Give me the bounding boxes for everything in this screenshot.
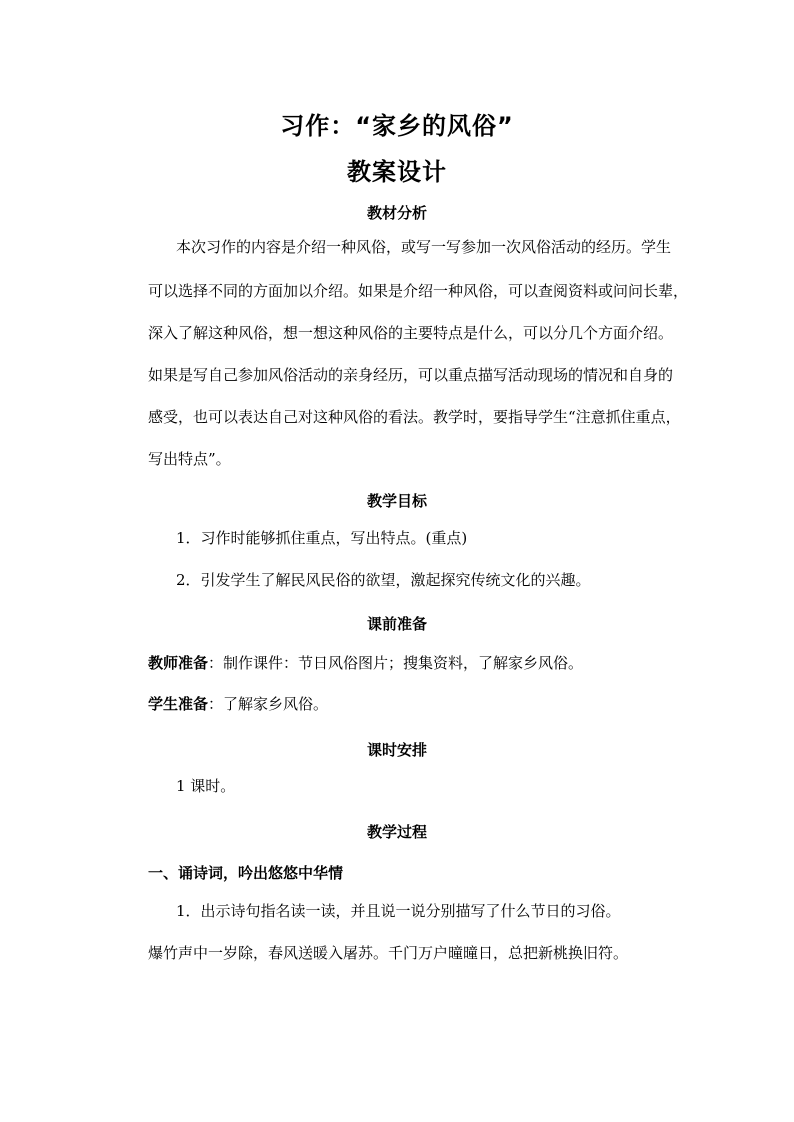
teacher-prep-label: 教师准备 [148, 654, 209, 672]
goal-item: 1．习作时能够抓住重点，写出特点。(重点) [176, 529, 468, 547]
analysis-line: 如果是写自己参加风俗活动的亲身经历，可以重点描写活动现场的情况和自身的 [148, 366, 674, 384]
analysis-line: 本次习作的内容是介绍一种风俗，或写一写参加一次风俗活动的经历。学生 [176, 238, 672, 256]
teacher-prep [148, 656, 658, 671]
section-heading-process: 教学过程 [366, 823, 427, 841]
process-item: 1．出示诗句指名读一读，并且说一说分别描写了什么节日的习俗。 [176, 902, 621, 920]
section-heading-goals: 教学目标 [366, 492, 427, 510]
teacher-prep-text: ：制作课件：节日风俗图片；搜集资料，了解家乡风俗。 [208, 654, 584, 672]
student-prep [148, 697, 658, 712]
analysis-line: 感受，也可以表达自己对这种风俗的看法。教学时，要指导学生“注意抓住重点， [148, 408, 681, 426]
student-prep-label: 学生准备 [148, 695, 209, 713]
document-subtitle: 教案设计 [347, 158, 447, 186]
student-prep-text: ：了解家乡风俗。 [208, 695, 329, 713]
analysis-line: 可以选择不同的方面加以介绍。如果是介绍一种风俗，可以查阅资料或问问长辈， [148, 282, 689, 300]
goal-item: 2．引发学生了解民风民俗的欲望，激起探究传统文化的兴趣。 [176, 571, 591, 589]
section-heading-analysis: 教材分析 [366, 204, 427, 222]
schedule-text: 1 课时。 [176, 777, 236, 795]
process-step-heading: 一、诵诗词，吟出悠悠中华情 [148, 864, 344, 882]
analysis-line: 深入了解这种风俗，想一想这种风俗的主要特点是什么，可以分几个方面介绍。 [148, 324, 674, 342]
analysis-line: 写出特点”。 [148, 450, 231, 468]
section-heading-prep: 课前准备 [366, 615, 427, 633]
document-title: 习作：“家乡的风俗” [280, 112, 514, 140]
poem-line: 爆竹声中一岁除，春风送暖入屠苏。千门万户曈曈日，总把新桃换旧符。 [148, 944, 629, 962]
section-heading-schedule: 课时安排 [366, 741, 427, 759]
